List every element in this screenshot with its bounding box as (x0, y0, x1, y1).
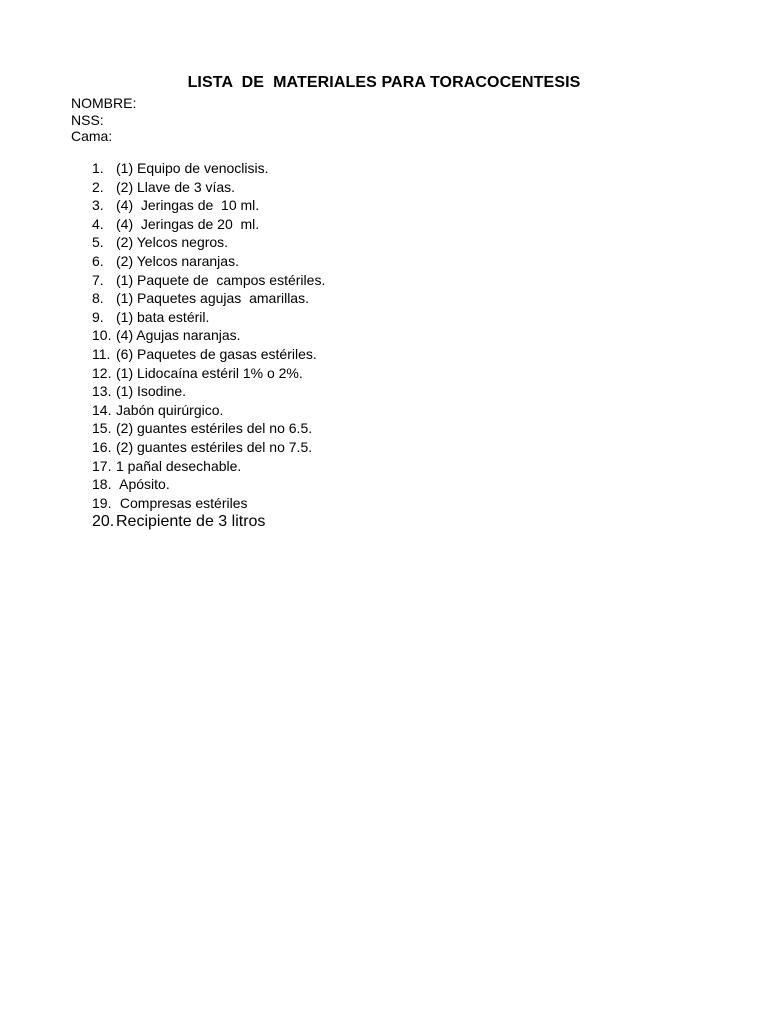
list-item (92, 271, 325, 290)
item-text: (1) Lidocaína estéril 1% o 2%. (116, 364, 303, 381)
item-text: (2) Llave de 3 vías. (116, 178, 236, 195)
list-item (92, 196, 325, 215)
item-text: Recipiente de 3 litros (116, 513, 266, 531)
item-number: 1. (92, 160, 104, 176)
item-text: (1) Paquetes agujas amarillas. (116, 290, 309, 307)
list-item (92, 401, 325, 420)
list-item (92, 159, 325, 178)
item-text: Apósito. (116, 476, 170, 493)
list-item (92, 494, 325, 513)
item-text: (1) Isodine. (116, 383, 187, 400)
list-item (92, 419, 325, 438)
document-title: LISTA DE MATERIALES PARA TORACOCENTESIS (187, 74, 581, 91)
item-number: 14. (92, 401, 112, 418)
item-number: 5. (92, 234, 104, 251)
item-number: 16. (92, 438, 112, 455)
item-text: Jabón quirúrgico. (116, 401, 224, 418)
item-number: 19. (92, 494, 112, 511)
list-item (92, 364, 325, 383)
item-text: (4) Agujas naranjas. (116, 327, 241, 344)
item-number: 15. (92, 420, 112, 437)
list-item (92, 252, 325, 271)
item-text: (2) Yelcos negros. (116, 234, 229, 251)
item-number: 12. (92, 364, 112, 381)
list-item (92, 512, 325, 532)
item-text: (6) Paquetes de gasas estériles. (116, 345, 317, 362)
item-text: (2) Yelcos naranjas. (116, 252, 239, 269)
item-text: 1 pañal desechable. (116, 457, 242, 474)
item-number: 2. (92, 178, 104, 195)
item-number: 11. (92, 345, 111, 362)
list-item (92, 457, 325, 476)
item-number: 17. (92, 457, 112, 474)
patient-fields (71, 95, 136, 145)
item-text: (1) Equipo de venoclisis. (116, 160, 269, 176)
list-item (92, 345, 325, 364)
list-item (92, 326, 325, 345)
item-number: 6. (92, 252, 104, 269)
list-item (92, 178, 325, 197)
field-cama: Cama: (71, 128, 113, 144)
list-item (92, 475, 325, 494)
item-text: (2) guantes estériles del no 7.5. (116, 438, 313, 455)
item-text: Compresas estériles (116, 494, 248, 511)
item-text: (2) guantes estériles del no 6.5. (116, 420, 313, 437)
list-item (92, 438, 325, 457)
item-number: 3. (92, 197, 104, 214)
item-number: 4. (92, 215, 104, 232)
item-number: 7. (92, 271, 104, 288)
materials-list (92, 159, 325, 532)
item-text: (1) bata estéril. (116, 308, 210, 325)
item-text: (1) Paquete de campos estériles. (116, 271, 326, 288)
item-number: 9. (92, 308, 104, 325)
item-text: (4) Jeringas de 20 ml. (116, 215, 260, 232)
list-item (92, 289, 325, 308)
item-number: 8. (92, 290, 104, 307)
list-item (92, 382, 325, 401)
field-nombre: NOMBRE: (71, 95, 137, 111)
item-number: 13. (92, 383, 112, 400)
item-number: 10. (92, 327, 112, 344)
item-number: 18. (92, 476, 112, 493)
list-item (92, 233, 325, 252)
field-nss: NSS: (71, 111, 104, 128)
list-item (92, 215, 325, 234)
list-item (92, 308, 325, 327)
item-number: 20. (92, 513, 115, 531)
item-text: (4) Jeringas de 10 ml. (116, 197, 260, 214)
